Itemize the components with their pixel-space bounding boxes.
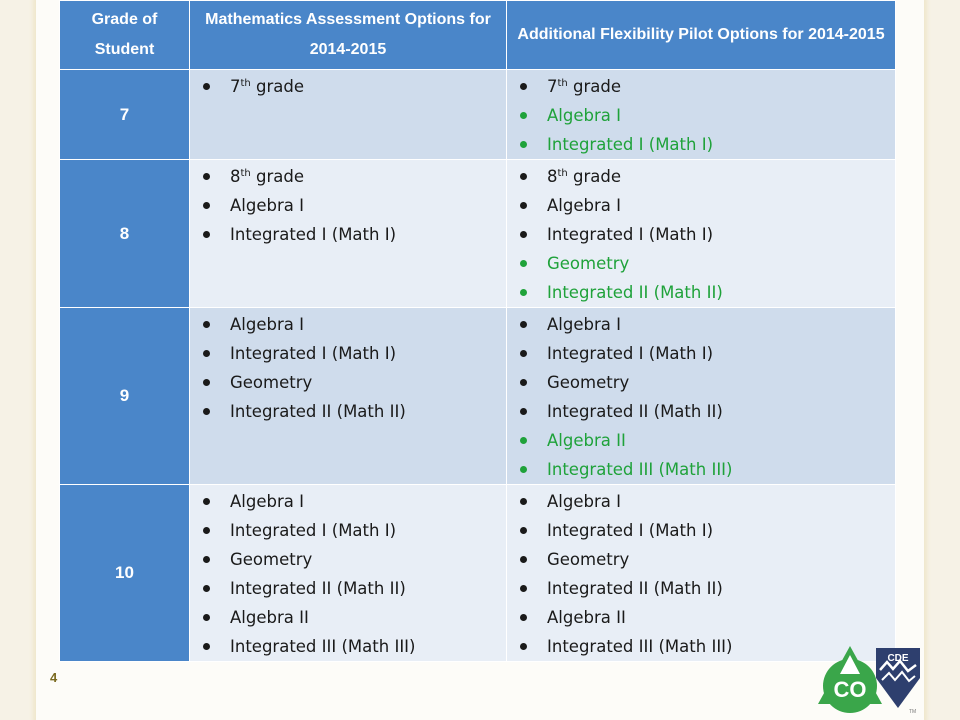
- option-superscript: th: [557, 168, 568, 179]
- option-text: Integrated III (Math III): [547, 460, 733, 479]
- option-text: 8: [547, 167, 558, 186]
- grade-cell: 9: [60, 308, 190, 485]
- grade-cell: 7: [60, 70, 190, 160]
- table-row: [60, 70, 896, 160]
- option-item: [198, 310, 506, 339]
- option-text: Algebra I: [230, 315, 304, 334]
- option-text: Integrated I (Math I): [547, 225, 714, 244]
- option-item: [515, 162, 895, 191]
- option-suffix: grade: [567, 77, 622, 96]
- flexibility-options-cell: [507, 160, 896, 308]
- option-item: [515, 130, 895, 159]
- option-item: [515, 310, 895, 339]
- option-superscript: th: [557, 78, 568, 89]
- options-list: [507, 72, 895, 159]
- option-item: [515, 603, 895, 632]
- option-item: [515, 397, 895, 426]
- option-text: Integrated I (Math I): [547, 344, 714, 363]
- grade-cell: 8: [60, 160, 190, 308]
- assessment-options-cell: [190, 485, 507, 662]
- option-item: [198, 191, 506, 220]
- table-row: [60, 308, 896, 485]
- option-item: [515, 545, 895, 574]
- option-text: Algebra I: [547, 315, 621, 334]
- flexibility-options-cell: [507, 308, 896, 485]
- options-list: [507, 310, 895, 484]
- header-grade: Grade of Student: [60, 1, 190, 70]
- option-item: [515, 426, 895, 455]
- table-header-row: [60, 1, 896, 70]
- option-item: [515, 101, 895, 130]
- assessment-options-cell: [190, 308, 507, 485]
- option-item: [198, 220, 506, 249]
- option-text: Geometry: [230, 373, 313, 392]
- grade-cell: 10: [60, 485, 190, 662]
- option-text: Integrated II (Math II): [230, 579, 406, 598]
- assessment-options-cell: [190, 70, 507, 160]
- option-text: Geometry: [547, 373, 630, 392]
- page-number: 4: [50, 670, 58, 685]
- option-item: [198, 72, 506, 101]
- header-flexibility-options: Additional Flexibility Pilot Options for 2014-2015: [507, 1, 896, 70]
- option-item: [515, 455, 895, 484]
- option-item: [198, 487, 506, 516]
- option-item: [515, 574, 895, 603]
- flexibility-options-cell: [507, 485, 896, 662]
- option-item: [515, 339, 895, 368]
- options-list: [190, 310, 506, 426]
- logo-co-text: CO: [833, 677, 867, 702]
- option-superscript: th: [240, 168, 251, 179]
- assessment-options-cell: [190, 160, 507, 308]
- option-text: Algebra I: [547, 492, 621, 511]
- option-item: [515, 191, 895, 220]
- option-item: [198, 162, 506, 191]
- table-body: [60, 70, 896, 662]
- option-item: [198, 368, 506, 397]
- option-suffix: grade: [250, 167, 305, 186]
- option-text: Integrated III (Math III): [547, 637, 733, 656]
- option-text: Integrated II (Math II): [230, 402, 406, 421]
- assessment-options-table: [59, 0, 896, 662]
- option-text: Integrated I (Math I): [547, 521, 714, 540]
- option-item: [515, 220, 895, 249]
- option-text: Algebra I: [547, 196, 621, 215]
- option-item: [198, 516, 506, 545]
- option-text: Geometry: [547, 550, 630, 569]
- options-list: [190, 72, 506, 101]
- options-list: [190, 162, 506, 249]
- logo-tm-text: TM: [909, 709, 917, 715]
- option-item: [198, 545, 506, 574]
- logo-cde-text: CDE: [887, 653, 909, 664]
- header-assessment-options: Mathematics Assessment Options for 2014-2015: [190, 1, 507, 70]
- co-cde-logo-icon: [816, 640, 926, 716]
- option-text: 8: [230, 167, 241, 186]
- option-superscript: th: [240, 78, 251, 89]
- option-item: [198, 603, 506, 632]
- option-text: 7: [547, 77, 558, 96]
- option-text: Algebra I: [230, 196, 304, 215]
- option-item: [515, 368, 895, 397]
- option-suffix: grade: [250, 77, 305, 96]
- options-list: [190, 487, 506, 661]
- option-suffix: grade: [567, 167, 622, 186]
- option-text: Integrated III (Math III): [230, 637, 416, 656]
- option-text: Algebra II: [547, 431, 626, 450]
- option-text: Integrated I (Math I): [230, 225, 397, 244]
- option-text: Algebra I: [230, 492, 304, 511]
- option-text: Geometry: [230, 550, 313, 569]
- option-text: 7: [230, 77, 241, 96]
- option-item: [515, 516, 895, 545]
- option-text: Integrated II (Math II): [547, 283, 723, 302]
- option-item: [515, 72, 895, 101]
- option-text: Integrated I (Math I): [230, 521, 397, 540]
- options-list: [507, 162, 895, 307]
- table-row: [60, 160, 896, 308]
- option-text: Integrated II (Math II): [547, 579, 723, 598]
- option-item: [515, 278, 895, 307]
- option-item: [198, 574, 506, 603]
- option-text: Geometry: [547, 254, 630, 273]
- option-item: [515, 249, 895, 278]
- table-row: [60, 485, 896, 662]
- options-list: [507, 487, 895, 661]
- option-item: [198, 339, 506, 368]
- flexibility-options-cell: [507, 70, 896, 160]
- option-text: Integrated II (Math II): [547, 402, 723, 421]
- option-text: Integrated I (Math I): [230, 344, 397, 363]
- option-text: Algebra II: [547, 608, 626, 627]
- option-text: Integrated I (Math I): [547, 135, 714, 154]
- option-text: Algebra I: [547, 106, 621, 125]
- option-text: Algebra II: [230, 608, 309, 627]
- option-item: [198, 632, 506, 661]
- option-item: [198, 397, 506, 426]
- option-item: [515, 487, 895, 516]
